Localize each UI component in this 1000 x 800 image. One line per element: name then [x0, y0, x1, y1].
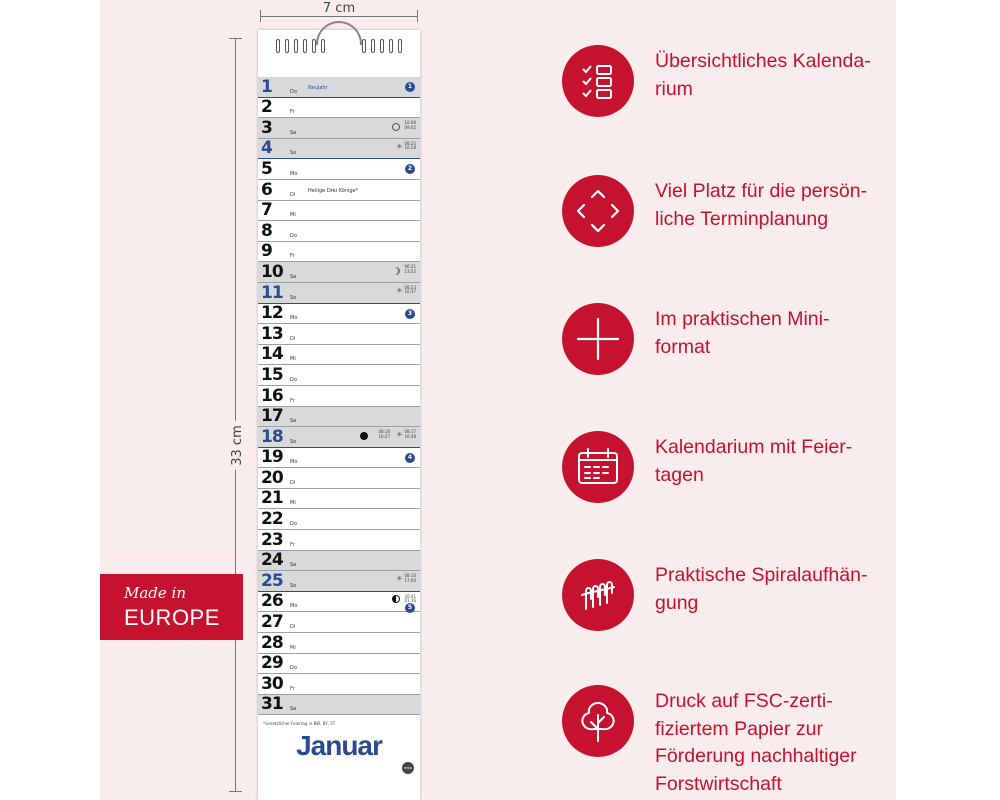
- weekday-label: Mo: [290, 603, 298, 610]
- day-number: 17: [261, 406, 283, 427]
- spiral-coil: [389, 39, 393, 53]
- calendar-day-row: [258, 77, 420, 98]
- calendar-day-row: [258, 159, 420, 180]
- spiral-coil: [303, 39, 307, 53]
- weekday-label: Mi: [290, 356, 296, 363]
- feature-text: Kalendarium mit Feier- tagen: [655, 436, 853, 486]
- sun-icon: ☀: [395, 141, 403, 151]
- week-number-badge: 2: [405, 164, 415, 174]
- calendar-day-row: [258, 695, 420, 716]
- feature-text: Viel Platz für die persön- liche Terminplanung: [655, 180, 868, 230]
- calendar-icon: [562, 431, 634, 503]
- day-number: 30: [261, 673, 283, 694]
- day-number: 22: [261, 509, 283, 530]
- day-number: 16: [261, 385, 283, 406]
- sun-moon-times: 08:25 16:28: [404, 140, 416, 151]
- calendar-product: [258, 30, 420, 800]
- weekday-label: Fr: [290, 253, 295, 260]
- spiral-coil: [276, 39, 280, 53]
- month-title: Januar: [296, 730, 382, 761]
- day-number: 23: [261, 529, 283, 550]
- day-number: 6: [261, 179, 272, 200]
- calendar-day-row: [258, 324, 420, 345]
- weekday-label: Mo: [290, 170, 298, 177]
- weekday-label: Do: [290, 521, 297, 528]
- moon-phase-icon: [392, 267, 400, 275]
- calendar-day-row: [258, 407, 420, 428]
- day-number: 12: [261, 303, 283, 324]
- feature-item: [562, 685, 902, 795]
- width-label: 7 cm: [319, 1, 359, 16]
- calendar-day-row: [258, 118, 420, 139]
- calendar-day-row: [258, 489, 420, 510]
- weekday-label: Sa: [290, 129, 297, 136]
- checklist-icon: [562, 45, 634, 117]
- feature-item: [562, 175, 902, 247]
- calendar-day-row: [258, 345, 420, 366]
- calendar-day-row: [258, 221, 420, 242]
- calendar-day-row: [258, 509, 420, 530]
- weekday-label: So: [290, 438, 297, 445]
- sun-moon-times: 06:21 13:52: [404, 264, 416, 274]
- calendar-day-row: [258, 633, 420, 654]
- weekday-label: Sa: [290, 273, 297, 280]
- sun-moon-times: 08:17 16:48: [404, 429, 416, 439]
- week-number-badge: 3: [405, 309, 415, 319]
- weekday-label: Fr: [290, 109, 295, 116]
- calendar-day-row: [258, 427, 420, 448]
- day-number: 13: [261, 323, 283, 344]
- calendar-day-row: [258, 262, 420, 283]
- weekday-label: Sa: [290, 562, 297, 569]
- weekday-label: Sa: [290, 418, 297, 425]
- calendar-day-row: [258, 365, 420, 386]
- made-in-europe-badge: [100, 574, 243, 640]
- day-number: 4: [261, 138, 272, 159]
- day-number: 27: [261, 612, 283, 633]
- height-dimension: [225, 38, 245, 792]
- spiral-coil: [380, 39, 384, 53]
- weekday-label: So: [290, 582, 297, 589]
- weekday-label: Mi: [290, 644, 296, 651]
- height-label: 33 cm: [230, 421, 245, 470]
- feature-item: [562, 303, 902, 375]
- weekday-label: So: [290, 150, 297, 157]
- day-number: 24: [261, 550, 283, 571]
- spiral-coil: [371, 39, 375, 53]
- weekday-label: Mo: [290, 315, 298, 322]
- day-number: 7: [261, 200, 272, 221]
- day-number: 10: [261, 261, 283, 282]
- feature-text: Praktische Spiralaufhän- gung: [655, 564, 868, 614]
- holiday-note: Heilige Drei Könige*: [308, 187, 359, 194]
- sun-moon-times: 08:10 17:00: [404, 573, 416, 583]
- spiral-coil: [294, 39, 298, 53]
- holiday-footnote: *Gesetzlicher Feiertag in BW, BY, ST: [263, 721, 336, 726]
- calendar-day-row: [258, 448, 420, 469]
- sun-icon: ☀: [395, 574, 403, 584]
- weekday-label: Sa: [290, 706, 297, 713]
- weekday-label: Mi: [290, 212, 296, 219]
- day-number: 5: [261, 158, 272, 179]
- europe-label: EUROPE: [124, 605, 220, 630]
- feature-item: [562, 431, 902, 503]
- calendar-day-row: [258, 304, 420, 325]
- calendar-day-row: [258, 551, 420, 572]
- day-number: 15: [261, 364, 283, 385]
- calendar-day-row: [258, 139, 420, 160]
- calendar-day-row: [258, 674, 420, 695]
- calendar-day-row: [258, 654, 420, 675]
- holiday-note: Neujahr: [308, 84, 328, 91]
- sun-moon-times: 10:08 09:02: [404, 120, 416, 130]
- brand-logo: HERO: [402, 762, 414, 774]
- width-dimension: [260, 1, 418, 20]
- day-number: 2: [261, 97, 272, 118]
- moon-phase-icon: [392, 595, 400, 603]
- spiral-coil: [362, 39, 366, 53]
- weekday-label: Do: [290, 232, 297, 239]
- day-number: 25: [261, 570, 283, 591]
- calendar-day-row: [258, 612, 420, 633]
- spiral-icon: [562, 559, 634, 631]
- sun-moon-times: 20:41 01:16: [404, 593, 416, 604]
- weekday-label: So: [290, 294, 297, 301]
- day-number: 8: [261, 220, 272, 241]
- sun-icon: ☀: [395, 285, 403, 295]
- spiral-coil: [312, 39, 316, 53]
- plus-icon: [562, 303, 634, 375]
- weekday-label: Do: [290, 88, 297, 95]
- calendar-day-row: [258, 592, 420, 613]
- weekday-label: Di: [290, 335, 296, 342]
- day-number: 14: [261, 344, 283, 365]
- calendar-day-row: [258, 468, 420, 489]
- background-panel: [100, 0, 896, 800]
- weekday-label: Fr: [290, 541, 295, 548]
- calendar-day-row: [258, 571, 420, 592]
- weekday-label: Di: [290, 191, 296, 198]
- feature-text: Übersichtliches Kalenda- rium: [655, 50, 871, 100]
- calendar-days: [258, 77, 420, 715]
- moon-times: 08:18 16:27: [378, 429, 390, 439]
- spiral-binding: [276, 33, 404, 55]
- made-in-label: Made in: [124, 584, 187, 602]
- day-number: 28: [261, 632, 283, 653]
- spiral-coil: [321, 39, 325, 53]
- day-number: 9: [261, 241, 272, 262]
- arrows-expand-icon: [562, 175, 634, 247]
- moon-phase-icon: [392, 123, 400, 131]
- day-number: 18: [261, 426, 283, 447]
- spiral-coil: [398, 39, 402, 53]
- spiral-coil: [285, 39, 289, 53]
- day-number: 1: [261, 76, 272, 97]
- weekday-label: Mo: [290, 459, 298, 466]
- calendar-day-row: [258, 530, 420, 551]
- day-number: 11: [261, 282, 283, 303]
- tree-icon: [562, 685, 634, 757]
- day-number: 21: [261, 488, 283, 509]
- feature-text: Druck auf FSC-zerti- fiziertem Papier zur Förderung nachhaltiger Forstwirtschaft: [655, 690, 857, 795]
- week-number-badge: 4: [405, 453, 415, 463]
- moon-phase-icon: [360, 432, 368, 440]
- sun-icon: ☀: [395, 430, 403, 440]
- sun-moon-times: 08:23 16:37: [404, 284, 416, 295]
- calendar-day-row: [258, 201, 420, 222]
- calendar-day-row: [258, 386, 420, 407]
- feature-text: Im praktischen Mini- format: [655, 308, 830, 358]
- day-number: 31: [261, 694, 283, 715]
- week-number-badge: 5: [405, 603, 415, 613]
- feature-item: [562, 45, 902, 117]
- day-number: 29: [261, 653, 283, 674]
- day-number: 3: [261, 117, 272, 138]
- weekday-label: Di: [290, 624, 296, 631]
- day-number: 26: [261, 591, 283, 612]
- calendar-day-row: [258, 283, 420, 304]
- calendar-day-row: [258, 98, 420, 119]
- calendar-day-row: [258, 180, 420, 201]
- weekday-label: Do: [290, 665, 297, 672]
- weekday-label: Do: [290, 376, 297, 383]
- calendar-day-row: [258, 242, 420, 263]
- weekday-label: Di: [290, 479, 296, 486]
- week-number-badge: 1: [405, 82, 415, 92]
- weekday-label: Mi: [290, 500, 296, 507]
- weekday-label: Fr: [290, 397, 295, 404]
- day-number: 20: [261, 467, 283, 488]
- weekday-label: Fr: [290, 685, 295, 692]
- feature-item: [562, 559, 902, 631]
- day-number: 19: [261, 447, 283, 468]
